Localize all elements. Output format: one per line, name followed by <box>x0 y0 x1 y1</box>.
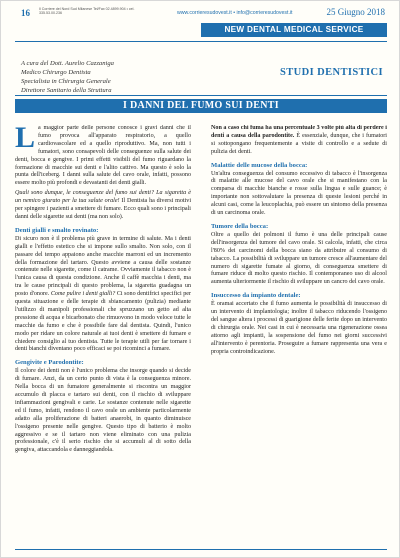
issue-date: 25 Giugno 2018 <box>326 7 385 17</box>
body-text: Di sicuro non è il problema più grave in termine di salute. Ma i denti gialli e l'effetto estetico che si impone sullo smalto. Non solo, con il passare del tempo appaiono anche macchie marroni ed un incremento della formazione del tartaro. Questo avviene a causa delle sostanze contenute nelle sigarette, come il catrame. Ovviamente il tabacco non è l'unica causa di questa condizione. Anche il caffè macchia i denti, ma tra le cause principali di questo problema, la sigaretta guadagna un posto d'onore. <box>15 235 191 298</box>
article-column-left <box>15 125 191 545</box>
body-bold: Non a caso chi fuma ha una percentuale 3 volte più alta di perdere i denti a causa della parodontite. <box>211 125 387 139</box>
subheading-implant: Insuccesso da impianto dentale: <box>211 292 301 300</box>
paragraph-periodontitis <box>211 125 387 157</box>
body-text: Ci sono dentifrici specifici per questa situazione e delle terapie di sbiancamento (pulizia) mediante l'utilizzo di manipoli professionali che spruzzano un getto ad alta pressione di acqua e bicarbonato che rimuovono in modo veloce tutte le macchie da fumo e che è possibile fare dal dentista. Quindi, l'unico modo per ridare un colore naturale ai tuoi denti è smettere di fumare e chiedere consiglio al tuo dentista. Tutte le terapie utili per far tornare i denti bianchi diventano poco efficaci se poi ricominci a fumare. <box>15 291 191 353</box>
article-column-right <box>211 125 387 545</box>
intro-text: a maggior parte delle persone conosce i gravi danni che il fumo provoca all'apparato respiratorio, a quello cardiovascolare ed a quello riproduttivo. Ma, non tutti i fumatori, sono consapevoli delle conseguenze sulla salute dei denti, bocca e gengive. I primi effetti visibili del fumo riguardano la formazione di macchie sui denti e l'alito cattivo. Ma questo è solo la punta dell'iceberg. I danni sulla salute del cavo orale, infatti, possono essere molto più profondi e devastanti dei denti gialli. <box>15 125 191 187</box>
body-text: Il colore dei denti non è l'unico problema che insorge quando si decide di fumare. Anzi, da un certo punto di vista è la conseguenza minore. Nella bocca di un fumatore generalmente si riscontra un maggior accumulo di placca e tartaro sui denti, con il rischio di sviluppare infiammazioni gengivali e carie. Le sostanze contenute nelle sigarette ed il fumo, infatti, rendono il cavo orale un ambiente particolarmente adatto alla proliferazione di batteri anaerobi, in quanto diminuisce l'ossigeno presente nelle gengive. Questo tipo di batterio è molto aggressivo e se il tartaro non viene eliminato con una pulizia professionale, c'è il serio rischio che si accumuli al di sotto della gengiva, attaccandola e danneggiandola. <box>15 368 191 454</box>
footer-rule <box>15 549 387 550</box>
paragraph-gingivitis <box>15 368 191 455</box>
subheading-gingivitis: Gengivite e Parodontite: <box>15 359 84 367</box>
intro-paragraph-2 <box>15 190 191 222</box>
page-number: 16 <box>21 8 30 18</box>
subheading-tumor: Tumore della bocca: <box>211 222 269 230</box>
body-text: È essenziale, dunque, che i fumatori si sottopongano frequentemente a visite di controllo e a sedute di pulizia dei denti. <box>211 132 387 155</box>
byline-line: Medico Chirurgo Dentista <box>21 69 91 76</box>
header-bar <box>15 7 387 21</box>
headline-rule <box>15 95 387 96</box>
section-banner: NEW DENTAL MEDICAL SERVICE <box>201 23 387 37</box>
byline-line: A cura del Dott. Aurelio Cazzaniga <box>21 60 114 67</box>
header-rule <box>15 41 387 42</box>
article-headline: I DANNI DEL FUMO SUI DENTI <box>15 99 387 113</box>
byline-line: Specialista in Chirurgia Generale <box>21 78 111 85</box>
intro-paragraph <box>15 125 191 188</box>
paragraph-mucosa: Un'altra conseguenza del consumo eccessivo di tabacco è l'insorgenza di malattie alle mucose del cavo orale che si manifestano con la comparsa di macchie bianche e rosse sulla lingua e sulle guance; è importante non sottovalutare la presenza di queste lesioni perché in alcuni casi, come la leucoplachia, può essere un sintomo della presenza di un carcinoma orale. <box>211 170 387 217</box>
masthead-text: Il Corriere del Nord Sud Milanese Tel/Fax 02.4899.904 • cel. 335.53.00.236 <box>39 7 135 16</box>
body-question: Come pulire i denti gialli? <box>50 291 116 298</box>
drop-cap: L <box>15 125 36 154</box>
paragraph-implant: È oramai accertato che il fumo aumenta le possibilità di insuccesso di un intervento di implantologia; inoltre il tabacco riducendo l'ossigeno del sangue altera i processi di guarigione delle ferite dopo un intervento di chirurgia orale. Nei casi in cui è necessaria una rigenerazione ossea attorno agli impianti, la sospensione del fumo nei giorni successivi all'intervento è perentoria. Proseguire a fumare rappresenta una vera e propria controindicazione. <box>211 301 387 355</box>
paragraph-tumor: Oltre a quello dei polmoni il fumo è una delle principali cause dell'insorgenza del tumore del cavo orale. Si calcola, infatti, che circa l'80% dei carcinomi della bocca siano da attribuire al consumo di tabacco. La possibilità di sviluppare un tumore cresce all'aumentare del numero di sigarette fumate al giorno, di conseguenza smettere di fumare riduce di molto questo rischio. Il contemporaneo uso di alcool aumenta ulteriormente il rischio di sviluppare un cancro del cavo orale. <box>211 231 387 286</box>
byline <box>21 59 221 95</box>
contact-line[interactable]: www.corrieresudovest.it • info@corrieresudovest.it <box>177 10 293 16</box>
section-title: STUDI DENTISTICI <box>280 67 383 78</box>
subheading-yellow-teeth: Denti gialli e smalto rovinato: <box>15 226 99 234</box>
intro-end: Il Dentista ha diversi motivi per spingere i pazienti a smettere di fumare. Ecco quali sono i principali danni delle sigarette sui denti (ma non solo). <box>15 198 191 220</box>
paragraph-yellow-teeth <box>15 236 191 355</box>
intro-question: Quali sono dunque, le conseguenze del fumo sui denti? La sigaretta è un nemico giurato per la tua salute orale! <box>15 190 191 205</box>
subheading-mucosa: Malattie delle mucose della bocca: <box>211 161 308 169</box>
byline-line: Direttore Sanitario della Struttura <box>21 87 112 94</box>
